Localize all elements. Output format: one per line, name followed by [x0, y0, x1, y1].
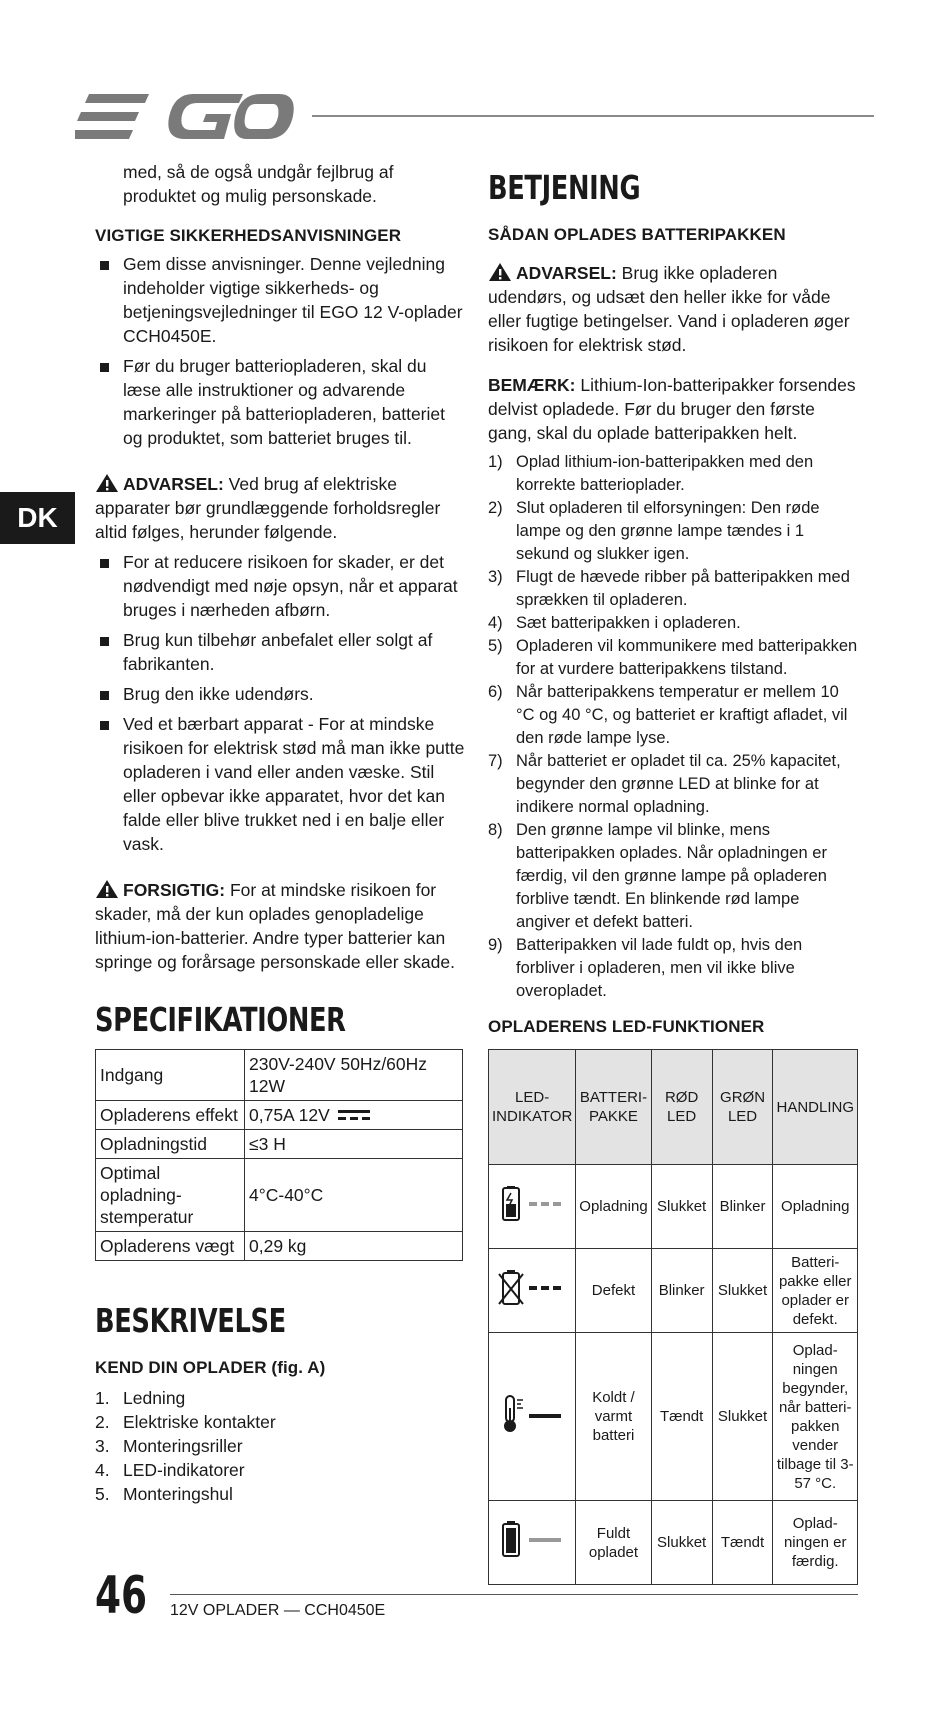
green-led-cell: Blinker	[712, 1165, 773, 1249]
pack-cell: Opladning	[576, 1165, 651, 1249]
action-cell: Oplad-ningen er færdig.	[773, 1501, 858, 1585]
list-item: 3) Flugt de hævede ribber på batteripakken med sprækken til opladeren.	[488, 568, 850, 609]
table-row	[489, 1333, 858, 1501]
know-heading: KEND DIN OPLADER (fig. A)	[95, 1358, 326, 1377]
caution-block	[95, 878, 465, 974]
list-item: 7) Når batteriet er opladet til ca. 25% kapacitet, begynder den grønne LED at blinke for at indikere normal opladning.	[488, 752, 841, 816]
spec-value-cell	[245, 1101, 463, 1130]
page-number: 46	[95, 1566, 148, 1626]
parts-list	[95, 1386, 465, 1506]
red-led-cell: Blinker	[651, 1249, 712, 1333]
pack-cell: Defekt	[576, 1249, 651, 1333]
table-row	[489, 1249, 858, 1333]
list-item: Ved et bærbart apparat - For at mindske risikoen for elektrisk stød må man ikke putte opladeren i vand eller anden væske. Stil eller opbevar ikke apparatet, hvor det kan falde eller blive trukket ned i en balje eller vask.	[95, 712, 465, 856]
warning-list	[95, 550, 465, 856]
list-item: 3. Monteringsriller	[95, 1436, 243, 1456]
spec-heading: SPECIFIKATIONER	[95, 1000, 346, 1039]
list-item: 2) Slut opladeren til elforsyningen: Den røde lampe og den grønne lampe tændes i 1 sekund og slukker igen.	[488, 499, 820, 563]
list-item: 4. LED-indikatorer	[95, 1460, 245, 1480]
led-table	[488, 1049, 858, 1585]
led-indicator-cell	[489, 1501, 576, 1585]
table-row	[96, 1050, 463, 1101]
table-row	[96, 1159, 463, 1232]
red-led-cell: Tændt	[651, 1333, 712, 1501]
charge-heading: SÅDAN OPLADES BATTERIPAKKEN	[488, 225, 786, 244]
footer-text: 12V OPLADER — CCH0450E	[170, 1602, 386, 1619]
description-heading: BESKRIVELSE	[95, 1301, 286, 1340]
spec-value: ≤3 H	[245, 1130, 463, 1159]
table-row	[489, 1165, 858, 1249]
list-item: Gem disse anvisninger. Denne vejledning indeholder vigtige sikkerheds- og betjeningsvejledninger til EGO 12 V-oplader CCH0450E.	[95, 252, 465, 348]
right-column	[488, 160, 858, 1585]
green-led-cell: Slukket	[712, 1249, 773, 1333]
warning-label: ADVARSEL:	[123, 474, 224, 494]
warning-text: Ved brug af elektriske apparater bør grundlæggende forholdsregler altid følges, herunder følgende.	[95, 474, 441, 542]
list-item: 1) Oplad lithium-ion-batteripakken med den korrekte batterioplader.	[488, 453, 814, 494]
led-heading: OPLADERENS LED-FUNKTIONER	[488, 1017, 765, 1036]
warning-icon	[95, 473, 119, 493]
spec-label: Opladerens effekt	[96, 1101, 245, 1130]
led-indicator-cell	[489, 1165, 576, 1249]
table-row	[96, 1232, 463, 1261]
column-header: LED-INDIKATOR	[489, 1050, 576, 1165]
warning-icon	[488, 262, 512, 282]
list-item: For at reducere risikoen for skader, er det nødvendigt med nøje opsyn, når et apparat bruges i nærheden afbørn.	[95, 550, 465, 622]
continued-text: med, så de også undgår fejlbrug af produktet og mulig personskade.	[123, 162, 394, 206]
list-item: 6) Når batteripakkens temperatur er mellem 10 °C og 40 °C, og batteriet er kraftigt afladet, vil den røde lampe lyse.	[488, 683, 848, 747]
spec-value: 4°C-40°C	[245, 1159, 463, 1232]
table-row	[96, 1130, 463, 1159]
column-header: RØD LED	[651, 1050, 712, 1165]
green-led-cell: Tændt	[712, 1501, 773, 1585]
list-item: 1. Ledning	[95, 1388, 186, 1408]
caution-label: FORSIGTIG:	[123, 880, 226, 900]
left-column	[95, 160, 465, 1506]
list-item: 4) Sæt batteripakken i opladeren.	[488, 614, 741, 632]
battery-full-icon	[497, 1521, 567, 1559]
ego-logo	[75, 88, 295, 144]
action-cell: Batteri-pakke eller oplader er defekt.	[773, 1249, 858, 1333]
safety-heading: VIGTIGE SIKKERHEDSANVISNINGER	[95, 226, 402, 245]
spec-value: 0,75A 12V	[249, 1105, 330, 1125]
spec-table	[95, 1049, 463, 1261]
led-indicator-cell	[489, 1249, 576, 1333]
table-header-row	[489, 1050, 858, 1165]
spec-label: Opladningstid	[96, 1130, 245, 1159]
list-item: 5. Monteringshul	[95, 1484, 233, 1504]
action-cell: Opladning	[773, 1165, 858, 1249]
footer-rule	[170, 1594, 858, 1595]
note-label: BEMÆRK:	[488, 375, 576, 395]
safety-list	[95, 252, 465, 450]
caution-text: For at mindske risikoen for skader, må der kun oplades genopladelige lithium-ion-batterier. Andre typer batterier kan springe og forårsage personskade eller skade.	[95, 880, 455, 972]
table-row	[489, 1501, 858, 1585]
spec-label: Opladerens vægt	[96, 1232, 245, 1261]
red-led-cell: Slukket	[651, 1501, 712, 1585]
warning-label: ADVARSEL:	[516, 263, 617, 283]
pack-cell: Koldt / varmt batteri	[576, 1333, 651, 1501]
list-item: Brug den ikke udendørs.	[95, 682, 465, 706]
table-row	[96, 1101, 463, 1130]
note-block	[488, 373, 858, 445]
caution-icon	[95, 879, 119, 899]
note-text: Lithium-Ion-batteripakker forsendes delvist opladede. Før du bruger den første gang, skal du oplade batteripakken helt.	[488, 375, 856, 443]
green-led-cell: Slukket	[712, 1333, 773, 1501]
spec-value: 230V-240V 50Hz/60Hz 12W	[245, 1050, 463, 1101]
column-header: BATTERI-PAKKE	[576, 1050, 651, 1165]
warning-block	[488, 261, 858, 357]
list-item: 9) Batteripakken vil lade fuldt op, hvis den forbliver i opladeren, men vil ikke blive overopladet.	[488, 936, 803, 1000]
led-indicator-cell	[489, 1333, 576, 1501]
operation-heading: BETJENING	[488, 168, 641, 207]
list-item: 8) Den grønne lampe vil blinke, mens batteripakken oplades. Når opladningen er færdig, vil den grønne lampe på opladeren forblive tændt. En blinkende rød lampe angiver et defekt batteri.	[488, 821, 827, 931]
warning-text: Brug ikke opladeren udendørs, og udsæt den heller ikke for våde eller fugtige betingelser. Vand i opladeren øger risikoen for elektrisk stød.	[488, 263, 850, 355]
spec-label: Optimal opladning-stemperatur	[96, 1159, 245, 1232]
list-item: Brug kun tilbehør anbefalet eller solgt af fabrikanten.	[95, 628, 465, 676]
list-item: 2. Elektriske kontakter	[95, 1412, 276, 1432]
column-header: HANDLING	[773, 1050, 858, 1165]
action-cell: Oplad-ningen begynder, når batteri-pakken vender tilbage til 3-57 °C.	[773, 1333, 858, 1501]
pack-cell: Fuldt opladet	[576, 1501, 651, 1585]
spec-value: 0,29 kg	[245, 1232, 463, 1261]
steps-list	[488, 451, 858, 1003]
dc-symbol-icon	[337, 1108, 371, 1122]
list-item: 5) Opladeren vil kommunikere med batteripakken for at vurdere batteripakkens tilstand.	[488, 637, 858, 678]
spec-label: Indgang	[96, 1050, 245, 1101]
battery-charging-icon	[497, 1186, 567, 1222]
red-led-cell: Slukket	[651, 1165, 712, 1249]
language-tab: DK	[0, 492, 75, 544]
warning-block	[95, 472, 465, 544]
thermometer-icon	[497, 1394, 567, 1434]
battery-defect-icon	[497, 1270, 567, 1306]
list-item: Før du bruger batteriopladeren, skal du læse alle instruktioner og advarende markeringer på batteriopladeren, batteriet og produktet, som batteriet bruges til.	[95, 354, 465, 450]
column-header: GRØN LED	[712, 1050, 773, 1165]
header-rule	[312, 115, 874, 117]
